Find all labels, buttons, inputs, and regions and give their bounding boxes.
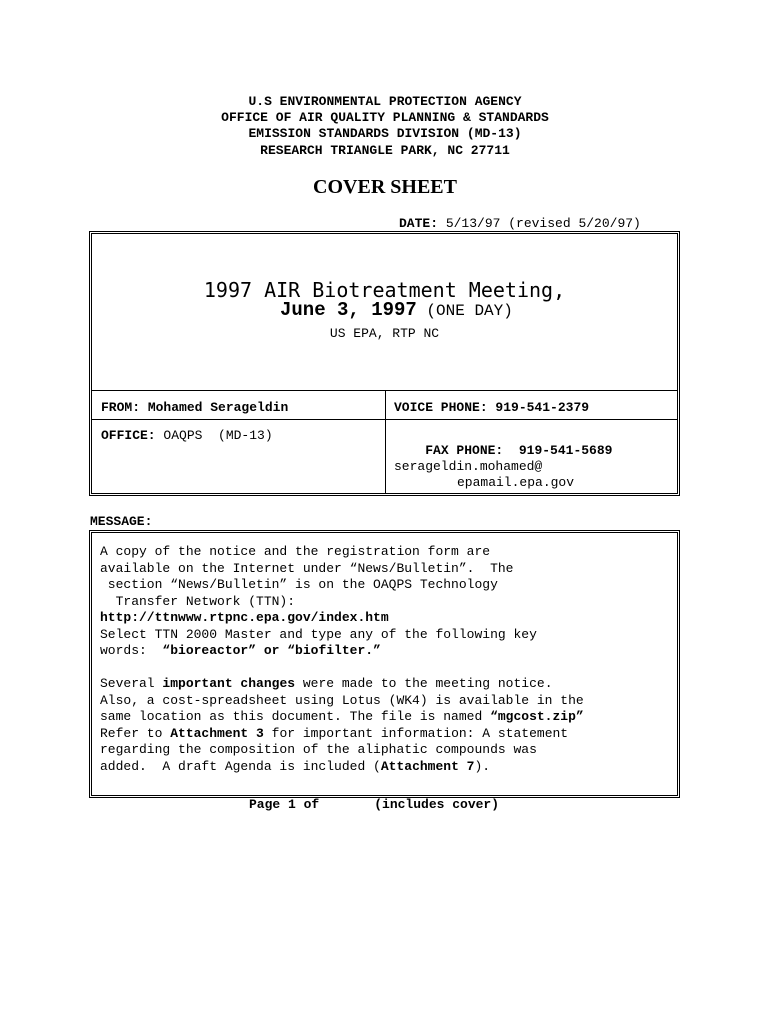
message-line: A copy of the notice and the registration form are — [100, 544, 491, 559]
message-line: regarding the composition of the aliphatic compounds was — [100, 742, 537, 757]
meeting-location: US EPA, RTP NC — [329, 326, 440, 341]
message-line: Also, a cost-spreadsheet using Lotus (WK4) is available in the — [100, 692, 584, 708]
text-span: ). — [474, 758, 491, 774]
file-name: “mgcost.zip” — [490, 709, 584, 724]
message-line: Transfer Network (TTN): — [100, 593, 296, 609]
message-line: section “News/Bulletin” is on the OAQPS Technology — [100, 577, 498, 592]
ttn-url-link[interactable]: http://ttnwww.rtpnc.epa.gov/index.htm — [100, 610, 389, 625]
text-span: were made to the meeting notice. — [295, 676, 553, 691]
voice-phone-label: VOICE PHONE: — [394, 400, 488, 415]
meeting-duration: (ONE DAY) — [416, 302, 513, 320]
agency-name: U.S ENVIRONMENTAL PROTECTION AGENCY — [248, 94, 522, 109]
text-span: Refer to — [100, 725, 171, 741]
page-title: COVER SHEET — [313, 176, 457, 198]
message-line — [100, 709, 584, 726]
cover-box — [89, 231, 680, 496]
message-line — [100, 676, 553, 693]
message-line: Select TTN 2000 Master and type any of the following key — [100, 626, 537, 642]
keywords-label: words: — [100, 643, 163, 658]
divider — [385, 390, 386, 493]
email-line2[interactable]: epamail.epa.gov — [457, 475, 575, 490]
office-value: OAQPS (MD-13) — [155, 428, 273, 443]
division-name: EMISSION STANDARDS DIVISION (MD-13) — [248, 126, 522, 141]
message-box — [89, 530, 680, 798]
fax-phone-label: FAX PHONE: — [425, 443, 504, 458]
message-line — [100, 759, 490, 776]
page-footer — [249, 797, 499, 812]
from-field — [101, 400, 288, 415]
attachment-3: Attachment 3 — [170, 725, 264, 741]
message-line: available on the Internet under “News/Bulletin”. The — [100, 560, 514, 576]
text-span: for important information: A statement — [263, 725, 569, 741]
email-line1[interactable]: serageldin.mohamed@ — [394, 459, 543, 474]
page-number: Page 1 of — [249, 797, 320, 812]
attachment-7: Attachment 7 — [380, 758, 475, 774]
meeting-date-line — [280, 299, 513, 321]
office-field — [101, 428, 273, 443]
message-line — [100, 726, 568, 743]
address-line: RESEARCH TRIANGLE PARK, NC 27711 — [260, 143, 510, 158]
date-value: 5/13/97 (revised 5/20/97) — [438, 216, 641, 231]
text-span: same location as this document. The file is named — [100, 709, 491, 724]
keywords: “bioreactor” or “biofilter.” — [162, 643, 381, 658]
voice-phone-value: 919-541-2379 — [487, 400, 590, 415]
date-line — [399, 216, 641, 231]
keywords-line — [100, 643, 381, 660]
office-label: OFFICE: — [101, 428, 156, 443]
from-label: FROM: — [101, 400, 141, 415]
meeting-date: June 3, 1997 — [280, 299, 417, 321]
from-value: Mohamed Serageldin — [140, 400, 289, 415]
includes-cover: (includes cover) — [374, 797, 500, 812]
message-label: MESSAGE: — [90, 514, 153, 529]
important-changes: important changes — [162, 676, 296, 691]
office-name: OFFICE OF AIR QUALITY PLANNING & STANDARDS — [221, 110, 549, 125]
date-label: DATE: — [399, 216, 439, 231]
meeting-title: 1997 AIR Biotreatment Meeting, — [203, 278, 566, 302]
text-span: Several — [100, 676, 163, 691]
fax-phone-value: 919-541-5689 — [503, 443, 613, 458]
text-span: added. A draft Agenda is included ( — [100, 758, 381, 774]
voice-phone-field — [394, 400, 589, 415]
